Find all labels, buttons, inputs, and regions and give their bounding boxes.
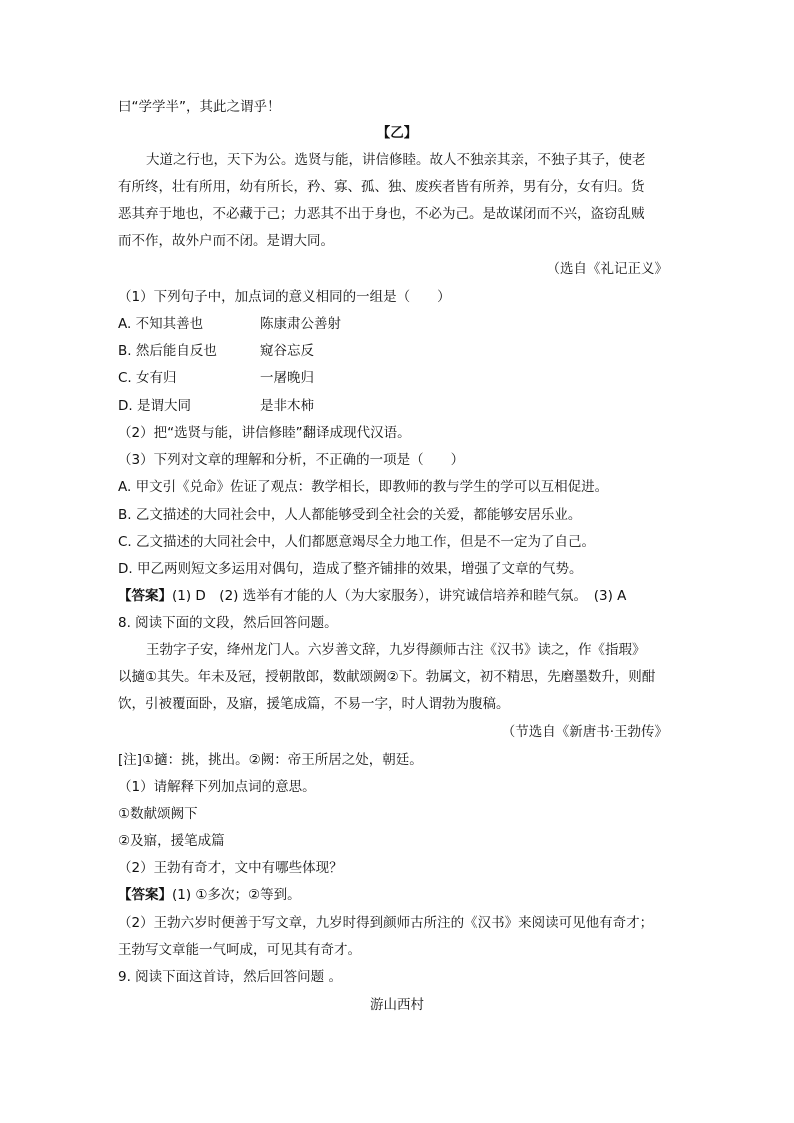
option-d — [118, 396, 314, 416]
question-1: （1）下列句子中，加点词的意义相同的一组是（ ） — [118, 289, 451, 305]
section-heading-yi: 【乙】 — [376, 125, 418, 141]
option-b-left: B. 然后能自反也 — [118, 343, 217, 359]
answer-text: (1) ①多次；②等到。 — [172, 887, 301, 903]
answer-line: （2）王勃六岁时便善于写文章，九岁时得到颜师古所注的《汉书》来阅读可见他有奇才； — [118, 915, 654, 931]
question-9: 9. 阅读下面这首诗，然后回答问题 。 — [118, 969, 342, 985]
answer-line: 王勃写文章能一气呵成，可见其有奇才。 — [118, 942, 361, 958]
passage-line: 大道之行也，天下为公。选贤与能，讲信修睦。故人不独亲其亲，不独子其子，使老 — [146, 152, 646, 168]
answer-label: 【答案】 — [118, 588, 172, 604]
option-b-right: 窥谷忘反 — [260, 343, 314, 359]
option-d-right: 是非木柿 — [260, 398, 314, 414]
answer-line — [118, 586, 626, 606]
option-c-left: C. 女有归 — [118, 370, 177, 386]
option-a-right: 陈康肃公善射 — [260, 316, 341, 332]
option-c-right: 一屠晚归 — [260, 370, 314, 386]
passage-line: 恶其弃于地也，不必藏于己；力恶其不出于身也，不必为己。是故谋闭而不兴，盗窃乱贼 — [118, 206, 645, 222]
annotation-note: [注]①擿：挑，挑出。②阙：帝王所居之处，朝廷。 — [118, 752, 423, 768]
option-a — [118, 314, 341, 334]
text-line: 曰“学学半”，其此之谓乎！ — [118, 99, 281, 115]
answer-text: (1) D (2) 选举有才能的人（为大家服务），讲究诚信培养和睦气氛。 (3) A — [172, 588, 627, 604]
question-8: 8. 阅读下面的文段，然后回答问题。 — [118, 615, 338, 631]
question-8-1: （1）请解释下列加点词的意思。 — [118, 779, 316, 795]
sub-item: ②及寤，援笔成篇 — [118, 833, 225, 849]
passage-line: 以擿①其失。年未及冠，授朝散郎，数献颂阙②下。勃属文，初不精思，先磨墨数升，则酣 — [118, 669, 656, 685]
passage-line: 饮，引被覆面卧，及寤，援笔成篇，不易一字，时人谓勃为腹稿。 — [118, 696, 510, 712]
option-d-left: D. 是谓大同 — [118, 398, 191, 414]
passage-line: 有所终，壮有所用，幼有所长，矜、寡、孤、独、废疾者皆有所养，男有分，女有归。货 — [118, 179, 645, 195]
poem-title: 游山西村 — [370, 997, 424, 1013]
source-citation: （选自《礼记正义》 — [546, 261, 668, 277]
option-a-left: A. 不知其善也 — [118, 316, 204, 332]
sub-item: ①数献颂阙下 — [118, 806, 198, 822]
option-c — [118, 368, 314, 388]
option-c: C. 乙文描述的大同社会中，人们都愿意竭尽全力地工作，但是不一定为了自己。 — [118, 534, 596, 550]
option-a: A. 甲文引《兑命》佐证了观点：教学相长，即教师的教与学生的学可以互相促进。 — [118, 479, 609, 495]
question-2: （2）把“选贤与能，讲信修睦”翻译成现代汉语。 — [118, 425, 411, 441]
answer-label: 【答案】 — [118, 887, 172, 903]
question-8-2: （2）王勃有奇才，文中有哪些体现？ — [118, 860, 343, 876]
option-d: D. 甲乙两则短文多运用对偶句，造成了整齐铺排的效果，增强了文章的气势。 — [118, 561, 583, 577]
question-3: （3）下列对文章的理解和分析，不正确的一项是（ ） — [118, 452, 465, 468]
option-b: B. 乙文描述的大同社会中，人人都能够受到全社会的关爱，都能够安居乐业。 — [118, 507, 582, 523]
option-b — [118, 341, 314, 361]
answer-line — [118, 885, 301, 905]
source-citation: （节选自《新唐书·王勃传》 — [501, 724, 668, 740]
passage-line: 而不作，故外户而不闭。是谓大同。 — [118, 233, 334, 249]
passage-line: 王勃字子安，绛州龙门人。六岁善文辞，九岁得颜师古注《汉书》读之，作《指瑕》 — [146, 642, 646, 658]
